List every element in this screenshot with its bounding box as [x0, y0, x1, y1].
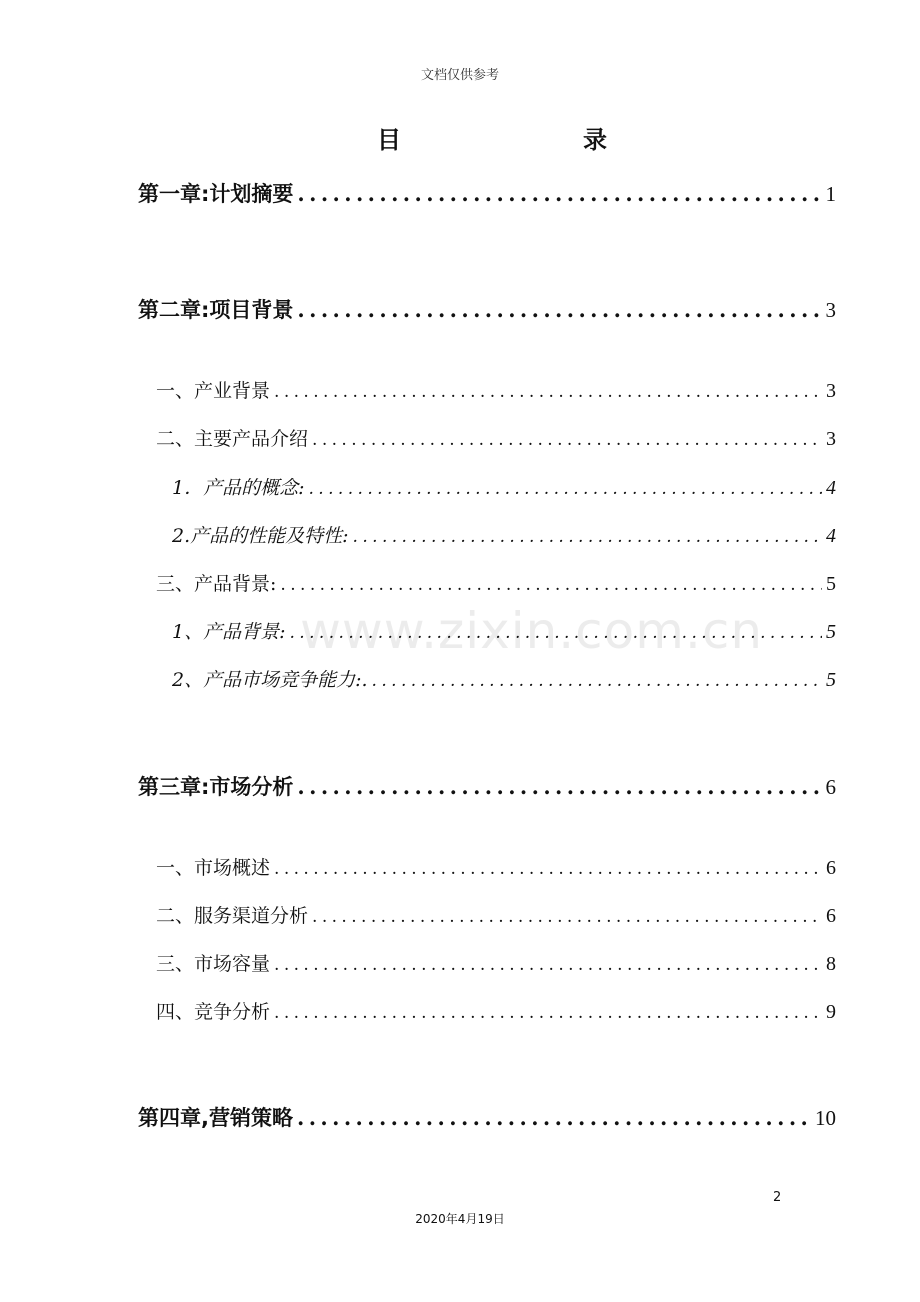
toc-entry-subsection[interactable] — [172, 521, 836, 549]
toc-entry-subsection[interactable] — [172, 473, 836, 501]
toc-entry-label: 二、主要产品介绍 — [156, 428, 309, 450]
toc-title — [0, 120, 920, 154]
toc-entry-label: 第一章:计划摘要 — [138, 182, 294, 206]
toc-entry-label: 1．产品的概念: — [172, 477, 305, 499]
toc-leader-dots — [290, 623, 823, 643]
toc-entry-label: 2.产品的性能及特性: — [172, 525, 349, 547]
toc-entry-label: 2、产品市场竞争能力:. — [172, 669, 368, 691]
toc-leader-dots — [312, 430, 822, 450]
toc-entry-section[interactable] — [156, 376, 836, 404]
toc-entry-page: 5 — [826, 573, 836, 595]
toc-entry-label: 1、产品背景: — [172, 621, 286, 643]
toc-entry-subsection[interactable] — [172, 665, 836, 693]
toc-leader-dots — [274, 859, 822, 879]
toc-leader-dots — [297, 1105, 811, 1130]
toc-entry-label: 一、产业背景 — [156, 380, 271, 402]
toc-entry-page: 6 — [825, 775, 836, 799]
toc-title-char-1: 目 — [377, 125, 401, 154]
toc-leader-dots — [297, 774, 821, 799]
toc-leader-dots — [274, 1003, 822, 1023]
toc-leader-dots — [274, 955, 822, 975]
toc-leader-dots — [353, 527, 822, 547]
watermark: www.zixin.com.cn — [300, 602, 764, 660]
toc-entry-label: 三、产品背景: — [156, 573, 277, 595]
toc-entry-chapter-1[interactable] — [138, 178, 836, 208]
toc-leader-dots — [309, 479, 823, 499]
toc-entry-page: 9 — [826, 1001, 836, 1023]
toc-entry-label: 第四章,营销策略 — [138, 1106, 293, 1130]
footer-date: 2020年4月19日 — [415, 1212, 505, 1226]
toc-entry-section[interactable] — [156, 901, 836, 929]
toc-entry-page: 3 — [825, 298, 836, 322]
toc-entry-page: 5 — [826, 669, 836, 691]
toc-entry-label: 三、市场容量 — [156, 953, 271, 975]
toc-entry-label: 四、竞争分析 — [156, 1001, 271, 1023]
toc-entry-chapter-4[interactable] — [138, 1102, 836, 1132]
toc-entry-chapter-3[interactable] — [138, 771, 836, 801]
toc-entry-section[interactable] — [156, 997, 836, 1025]
toc-entry-chapter-2[interactable] — [138, 294, 836, 324]
toc-entry-section[interactable] — [156, 424, 836, 452]
toc-leader-dots — [297, 181, 821, 206]
toc-entry-page: 4 — [826, 525, 836, 547]
toc-entry-label: 第三章:市场分析 — [138, 775, 294, 799]
toc-entry-label: 一、市场概述 — [156, 857, 271, 879]
toc-entry-page: 4 — [826, 477, 836, 499]
toc-leader-dots — [312, 907, 822, 927]
toc-entry-section[interactable] — [156, 853, 836, 881]
toc-entry-page: 5 — [826, 621, 836, 643]
toc-entry-page: 8 — [826, 953, 836, 975]
toc-leader-dots — [280, 575, 822, 595]
toc-leader-dots — [274, 382, 822, 402]
toc-leader-dots — [297, 297, 821, 322]
toc-title-char-2: 录 — [583, 125, 607, 154]
toc-entry-section[interactable] — [156, 569, 836, 597]
header-note: 文档仅供参考 — [420, 68, 499, 83]
toc-entry-page: 6 — [826, 857, 836, 879]
toc-entry-page: 3 — [826, 380, 836, 402]
toc-entry-label: 第二章:项目背景 — [138, 298, 294, 322]
toc-entry-subsection[interactable] — [172, 617, 836, 645]
toc-entry-page: 3 — [826, 428, 836, 450]
page-number: 2 — [773, 1190, 782, 1205]
toc-leader-dots — [372, 671, 822, 691]
toc-entry-page: 1 — [825, 182, 836, 206]
toc-entry-page: 6 — [826, 905, 836, 927]
toc-entry-page: 10 — [815, 1106, 836, 1130]
toc-entry-label: 二、服务渠道分析 — [156, 905, 309, 927]
toc-entry-section[interactable] — [156, 949, 836, 977]
